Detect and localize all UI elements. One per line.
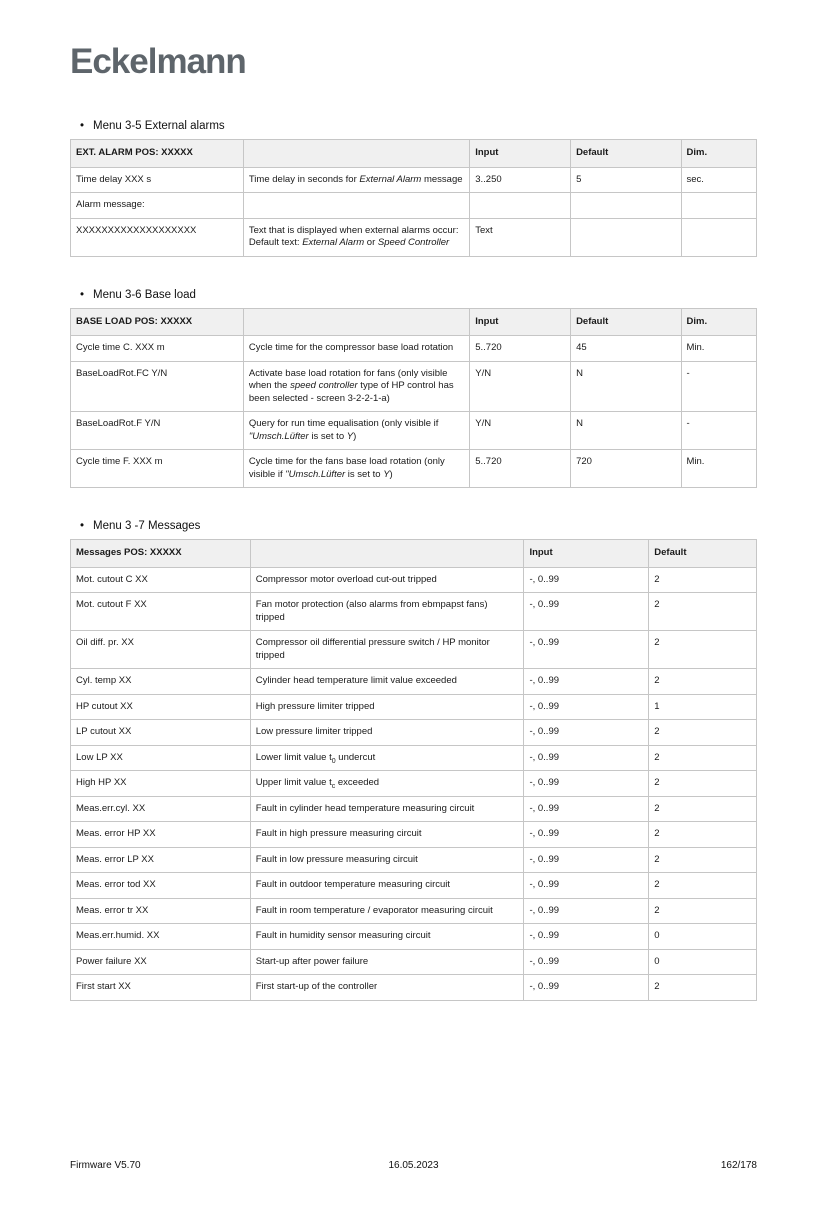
table-cell — [243, 218, 469, 256]
section-heading-text: Menu 3-5 External alarms — [93, 120, 225, 132]
table-row — [71, 631, 757, 669]
text-run: is set to — [345, 468, 384, 480]
table-cell: Y/N — [470, 412, 571, 450]
bullet-icon: • — [80, 288, 85, 301]
table-cell: Fault in humidity sensor measuring circuit — [250, 924, 524, 950]
table-row — [71, 218, 757, 256]
table-cell: -, 0..99 — [524, 745, 649, 771]
table-cell: High HP XX — [71, 771, 251, 797]
table-cell: 2 — [649, 975, 757, 1001]
table-cell: sec. — [681, 167, 757, 193]
column-header — [243, 308, 469, 336]
section-heading — [70, 289, 757, 301]
bullet-icon: • — [80, 520, 85, 532]
table-cell: 2 — [649, 593, 757, 631]
table-cell: Y/N — [470, 361, 571, 412]
table-cell: First start XX — [71, 975, 251, 1001]
column-header: Input — [470, 308, 571, 336]
table-cell: - — [681, 412, 757, 450]
footer-date: 16.05.2023 — [388, 1160, 439, 1171]
italic-text: Speed Controller — [377, 237, 450, 248]
table-cell: -, 0..99 — [524, 847, 649, 873]
table-cell: -, 0..99 — [524, 567, 649, 593]
table-row — [71, 898, 757, 924]
table-row — [71, 975, 757, 1001]
footer-page-number: 162/178 — [720, 1160, 757, 1171]
parameter-table — [70, 308, 757, 489]
table-cell: XXXXXXXXXXXXXXXXXXX — [71, 218, 244, 256]
table-cell: Alarm message: — [71, 193, 244, 219]
section-base-load — [70, 289, 757, 489]
table-row — [71, 412, 757, 450]
italic-text: External Alarm — [359, 173, 422, 185]
table-cell: 3..250 — [470, 167, 571, 193]
table-row — [71, 949, 757, 975]
table-cell: Fault in cylinder head temperature measuring circuit — [250, 796, 524, 822]
subscript-text: c — [331, 782, 336, 790]
table-cell: Min. — [681, 336, 757, 362]
table-cell: Low pressure limiter tripped — [250, 720, 524, 746]
table-cell: 2 — [649, 567, 757, 593]
table-cell: -, 0..99 — [524, 593, 649, 631]
company-logo: Eckelmann — [70, 42, 246, 81]
table-row — [71, 193, 757, 219]
text-run: exceeded — [335, 777, 380, 788]
text-run: ) — [353, 430, 357, 442]
table-cell — [243, 167, 469, 193]
table-cell: 2 — [649, 745, 757, 771]
table-cell: HP cutout XX — [71, 694, 251, 720]
table-cell: -, 0..99 — [524, 669, 649, 695]
table-cell: 0 — [649, 949, 757, 975]
text-run: Text that is displayed when external alarms occur: — [248, 224, 459, 236]
text-run: message — [421, 173, 463, 185]
table-row — [71, 593, 757, 631]
table-cell: First start-up of the controller — [250, 975, 524, 1001]
italic-text: "Umsch.Lüfter — [248, 430, 309, 442]
section-heading-text: Menu 3-6 Base load — [93, 288, 196, 301]
text-run: ) — [389, 468, 393, 480]
table-row — [71, 361, 757, 412]
text-run: type of HP control has been selected - screen 3-2-2-1-a) — [248, 380, 454, 404]
table-cell: BaseLoadRot.FC Y/N — [71, 361, 244, 412]
table-cell: 720 — [571, 450, 681, 488]
table-cell: -, 0..99 — [524, 771, 649, 797]
table-cell: Power failure XX — [71, 949, 251, 975]
table-cell: Oil diff. pr. XX — [71, 631, 251, 669]
text-run: undercut — [335, 751, 376, 763]
table-row — [71, 167, 757, 193]
table-cell: 2 — [649, 771, 757, 797]
table-cell: -, 0..99 — [524, 694, 649, 720]
table-cell: -, 0..99 — [524, 924, 649, 950]
column-header: Default — [649, 540, 757, 568]
table-cell: -, 0..99 — [524, 631, 649, 669]
table-cell: Fault in room temperature / evaporator measuring circuit — [250, 898, 524, 924]
table-cell: 2 — [649, 631, 757, 669]
table-cell: -, 0..99 — [524, 949, 649, 975]
table-cell: Cyl. temp XX — [71, 669, 251, 695]
table-cell — [243, 361, 469, 412]
table-cell: Fault in high pressure measuring circuit — [250, 822, 524, 848]
table-cell: -, 0..99 — [524, 975, 649, 1001]
table-cell: Time delay XXX s — [71, 167, 244, 193]
section-heading — [70, 120, 757, 132]
table-cell: Text — [470, 218, 571, 256]
table-cell: Meas. error tr XX — [71, 898, 251, 924]
column-header: Default — [571, 308, 681, 336]
table-cell: 5 — [571, 167, 681, 193]
table-cell: Meas. error tod XX — [71, 873, 251, 899]
table-cell: Meas.err.humid. XX — [71, 924, 251, 950]
table-cell: 2 — [649, 720, 757, 746]
italic-text: Y — [346, 430, 354, 442]
table-cell: - — [681, 361, 757, 412]
table-row — [71, 694, 757, 720]
table-row — [71, 720, 757, 746]
table-row — [71, 771, 757, 797]
section-heading-text: Menu 3 -7 Messages — [93, 520, 201, 532]
table-cell: Fault in low pressure measuring circuit — [250, 847, 524, 873]
table-cell — [681, 218, 757, 256]
italic-text: Y — [383, 468, 390, 480]
table-cell: Meas. error LP XX — [71, 847, 251, 873]
table-cell — [571, 193, 681, 219]
table-cell: 0 — [649, 924, 757, 950]
table-row — [71, 924, 757, 950]
table-cell — [681, 193, 757, 219]
table-cell: 1 — [649, 694, 757, 720]
table-cell: 5..720 — [470, 336, 571, 362]
table-row — [71, 822, 757, 848]
column-header: EXT. ALARM POS: XXXXX — [71, 140, 244, 168]
text-run: or — [364, 237, 378, 248]
text-run: is set to — [308, 430, 347, 442]
text-run: Cycle time for the fans base load rotation (only visible if — [248, 456, 445, 480]
table-cell: -, 0..99 — [524, 898, 649, 924]
table-cell: LP cutout XX — [71, 720, 251, 746]
table-cell: -, 0..99 — [524, 796, 649, 822]
table-cell: Cylinder head temperature limit value exceeded — [250, 669, 524, 695]
column-header — [243, 140, 469, 168]
table-cell — [250, 771, 524, 797]
table-row — [71, 847, 757, 873]
subscript-text: 0 — [331, 757, 336, 765]
table-row — [71, 745, 757, 771]
table-cell: BaseLoadRot.F Y/N — [71, 412, 244, 450]
table-cell: 2 — [649, 822, 757, 848]
column-header: BASE LOAD POS: XXXXX — [71, 308, 244, 336]
table-cell: Meas. error HP XX — [71, 822, 251, 848]
table-cell — [243, 193, 469, 219]
table-cell: Min. — [681, 450, 757, 488]
table-row — [71, 796, 757, 822]
column-header: Input — [524, 540, 649, 568]
table-cell — [250, 745, 524, 771]
page-footer — [70, 1160, 757, 1171]
column-header: Input — [470, 140, 571, 168]
table-cell: Fault in outdoor temperature measuring circuit — [250, 873, 524, 899]
table-cell: 2 — [649, 898, 757, 924]
table-row — [71, 567, 757, 593]
column-header: Dim. — [681, 308, 757, 336]
table-cell: Cycle time F. XXX m — [71, 450, 244, 488]
table-cell: N — [571, 412, 681, 450]
parameter-table — [70, 539, 757, 1001]
table-cell: N — [571, 361, 681, 412]
section-heading — [70, 520, 757, 532]
text-run: Upper limit value t — [255, 777, 332, 788]
text-run: Activate base load rotation for fans (only visible when the — [248, 367, 448, 391]
table-cell: 45 — [571, 336, 681, 362]
table-cell: Mot. cutout F XX — [71, 593, 251, 631]
table-cell: 2 — [649, 796, 757, 822]
italic-text: "Umsch.Lüfter — [285, 468, 346, 480]
table-cell: Fan motor protection (also alarms from ebmpapst fans) tripped — [250, 593, 524, 631]
table-header-row — [71, 140, 757, 168]
footer-firmware-version: Firmware V5.70 — [70, 1160, 141, 1171]
text-run: Time delay in seconds for — [248, 173, 360, 185]
table-row — [71, 336, 757, 362]
table-cell: 2 — [649, 847, 757, 873]
table-cell: Mot. cutout C XX — [71, 567, 251, 593]
table-cell: 2 — [649, 669, 757, 695]
table-cell: Cycle time C. XXX m — [71, 336, 244, 362]
table-cell: Low LP XX — [71, 745, 251, 771]
parameter-table — [70, 139, 757, 257]
bullet-icon: • — [80, 120, 85, 132]
section-messages — [70, 520, 757, 1001]
column-header: Default — [571, 140, 681, 168]
table-cell: -, 0..99 — [524, 873, 649, 899]
table-cell — [243, 412, 469, 450]
table-cell: 5..720 — [470, 450, 571, 488]
text-run: Default text: — [248, 237, 303, 248]
table-cell — [470, 193, 571, 219]
text-run: Lower limit value t — [255, 751, 332, 763]
table-cell: -, 0..99 — [524, 822, 649, 848]
table-cell: Compressor oil differential pressure switch / HP monitor tripped — [250, 631, 524, 669]
table-cell — [243, 450, 469, 488]
table-row — [71, 873, 757, 899]
table-cell: Cycle time for the compressor base load rotation — [243, 336, 469, 362]
table-row — [71, 669, 757, 695]
column-header: Dim. — [681, 140, 757, 168]
table-cell: -, 0..99 — [524, 720, 649, 746]
table-cell — [571, 218, 681, 256]
section-external-alarms — [70, 120, 757, 257]
column-header — [250, 540, 524, 568]
italic-text: speed controller — [290, 380, 358, 391]
table-cell: Compressor motor overload cut-out tripped — [250, 567, 524, 593]
page — [0, 42, 827, 1211]
italic-text: External Alarm — [302, 237, 365, 248]
table-header-row — [71, 540, 757, 568]
table-cell: Start-up after power failure — [250, 949, 524, 975]
table-header-row — [71, 308, 757, 336]
text-run: Query for run time equalisation (only visible if — [248, 418, 439, 429]
table-row — [71, 450, 757, 488]
table-cell: High pressure limiter tripped — [250, 694, 524, 720]
table-cell: Meas.err.cyl. XX — [71, 796, 251, 822]
column-header: Messages POS: XXXXX — [71, 540, 251, 568]
table-cell: 2 — [649, 873, 757, 899]
